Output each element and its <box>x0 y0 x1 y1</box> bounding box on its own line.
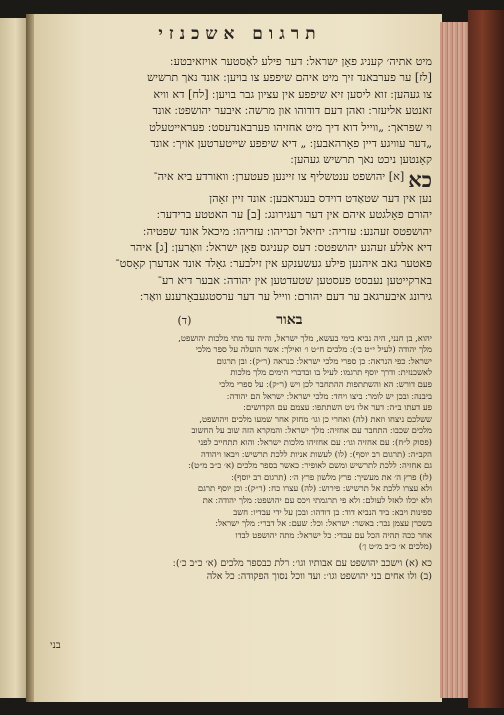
text-line: „דער עוויגע דיין פאָרהאבען ׃ „ דיא שיפפע שייטערטען אויך ׃ אונד <box>150 137 432 151</box>
commentary-line: לאשכנזית ׃ ודרך יוסף תרגמו ׃ לעיל בו ובדברי הימים מלך מלכות <box>230 367 432 378</box>
commentary-footer-line: כא (א) וישכב יהושפט עם אבותיו וגו׳ ׃ רלת כבספר מלכים (א׳ כ״ב כ׳) ׃ <box>172 557 432 569</box>
commentary-line: פעם דורש ׃ הא והשתתפות ההתחבר לכן ויש (ר״ק) ׃ על ספרי מלכי <box>219 379 432 390</box>
commentary-line: ישראל ׃ כפי הנראה ׃ כן ספרי מלכי ישראל ׃ כנראה (ר״ק) ׃ ובן תרגום <box>216 355 432 366</box>
text-line: יהורם פאָלגטע איהם אין דער רעגירונג ׃ [ב] ער האטטע ברידער ׃ <box>156 208 432 222</box>
commentary-line: מלך יהודה (לעיל י״ט ב׳) ׃ מלכים ח״ט ו׳ ואילך ׃ אשר הועלה על ספר מלכי <box>195 344 432 355</box>
text-line: צו געהען ׃ זוא ליסען זיא שיפפע אין עציון גבר בויען ׃ [לח] דא וויא <box>153 87 432 101</box>
text-line: קאָנטען ניכט נאך תרשיש געהען ׃ <box>290 153 432 167</box>
page-text <box>48 24 432 684</box>
commentary-line: (מלכים א׳ כ״ב מ״ט ן׳) <box>358 541 432 552</box>
chapter-number: כא <box>408 166 432 192</box>
commentary-line: הקב״ה ׃ (תרגום רב יוסף) ׃ (לו) לעשות אניות ללכת תרשיש ׃ ויבאו ויהודה <box>200 448 432 459</box>
commentary-body <box>48 333 432 553</box>
text-line: מיט אתיה׳ קעניג פאָן ישראל ׃ דער פילע לאַסטער אויזאיבטע ׃ <box>170 55 432 68</box>
translation-top <box>48 54 432 169</box>
text-line: פאטער גאב איהנען פילע געשענקע אין זילבער ׃ גאָלד אונד אנדערן קאָסט־ <box>115 257 432 271</box>
commentary-line: גם אחזיה ׃ ללכת לתרשיש ומשם לאופיר ׃ כאשר בספר מלכים (א׳ כ״ב מ״ט) ׃ <box>188 460 432 471</box>
commentary-line: בשכרן עצמן נכר ׃ באשר ׃ ישראל ׃ וכל ׃ שעם ׃ אל דברי ׃ מלך ישראל ׃ <box>215 518 432 529</box>
commentary-heading <box>48 312 432 329</box>
commentary-line: (פסוק ל״ח) ׃ עם אחזיה וגו׳ ׃ עם אחזיהו מלכות ישראל ׃ והוא תתחייב לפני <box>198 437 432 448</box>
left-page-edge <box>0 18 28 698</box>
text-line: [לז] ער פערבאנד זיך מיט איהם שיפפע צו בויען ׃ אונד נאך תרשיש <box>147 71 432 85</box>
text-line: וי שפראך ׃ „ווייל דוא דיך מיט אחזיהו פערבאנדעסט ׃ פעראייטעלט <box>149 120 432 134</box>
book-cover <box>468 10 504 708</box>
commentary-line: (לז) פרץ ה׳ את מעשיך ׃ פרץ מלשון פרץ ה׳ ׃ (תרגום רב יוסף) ׃ <box>231 471 432 482</box>
chapter-block <box>48 166 432 192</box>
commentary-line: ולא עצרו ללכת אל תרשיש ׃ פירוש ׃ (לה) עצרו כח ׃ (ר״ק) ׃ וכן יוסף תרגם <box>197 483 432 494</box>
commentary-title: באור <box>276 311 303 328</box>
commentary-line: ביבנה ׃ ובכן יש לומר ׃ ביצו ויחד ׃ מלכי ישראל ׃ ישראל הם יהודה ׃ <box>226 390 432 401</box>
page-title: תרגום אשכנזי <box>158 24 322 44</box>
text-line: גירונג איבערגאב ער דעם יהורם ׃ ווייל ער דער ערסטגעבאָרענע וואַר ׃ <box>140 290 432 304</box>
commentary-line: יהוא, בן חנני, היה נביא בימי בעשא, מלך ישראל, והיה עד מתי מלכות יהושפט, <box>178 332 432 343</box>
commentary-footer <box>48 557 432 583</box>
text-line: [א] יהושפט ענטשליף צו זיינען פעטערן ׃ וואורדע ביא איה־ <box>153 169 405 183</box>
commentary-line: ספינות ויבא ׃ ביד הנביא דוד ׃ בן דודהו ׃ ובכן על ידי עבדיו ׃ חשב <box>233 506 432 517</box>
text-line: יהושפטס זעהנע ׃ עזריה ׃ יחיאל זכריהו ׃ עזריהו ׃ מיכאל אונד שפטיה ׃ <box>143 224 432 238</box>
commentary-number: (ד) <box>177 313 192 327</box>
commentary-line: ולא יכלו לאזל לעולם ׃ ולא פי תרגמתי ויכס עם יהושפט ׃ מלך יהודה ׃ את <box>202 495 432 505</box>
text-line: זאנטע אליעזר ׃ ואהן דעם דודוהו און מרשה ׃ איבער יהושפט ׃ אונד <box>152 104 432 118</box>
catchword: בני <box>50 640 61 651</box>
text-line: דיא אללע זעהנע יהושפטס ׃ דעס קעניגס פאָן ישראל ׃ וואַרען ׃ [ג] איהר <box>130 241 432 255</box>
text-line: נען אין דער שטאַדט דוידס בעגראבען ׃ אונד זיין זאָהן <box>209 191 432 205</box>
commentary-line: מלכים שכבו ׃ התחבר עם אחזיה ׃ מלך ישראל ׃ והמקרא הזה שוב על החשוב <box>191 425 432 436</box>
page-edges <box>440 22 470 698</box>
text-line: בארקייטען נעבסט פעסטען שטעדטען אין יהודה ׃ אבער דיא רע־ <box>157 273 432 287</box>
commentary-footer-line: (ב) ולו אחים בני יהושפט וגו׳ ׃ ועד ווכל נסוך הפקודה ׃ כל אלה <box>206 570 432 582</box>
commentary-line: ששלכם ניצחו וזאת (לה) ואחרי כן וגו׳ מחזק אחר שמעו מלכים ויהושפט, <box>199 413 432 424</box>
commentary-line: אחר ככה תהיה הכל עם עבדי ׃ כל ישראל ׃ מתה יהושפט לבדו <box>235 529 432 540</box>
commentary-line: פע דעתו ב״ה ׃ דער אלו ניט השתתפו ׃ עצמם עם הקדושים ׃ <box>243 402 432 413</box>
